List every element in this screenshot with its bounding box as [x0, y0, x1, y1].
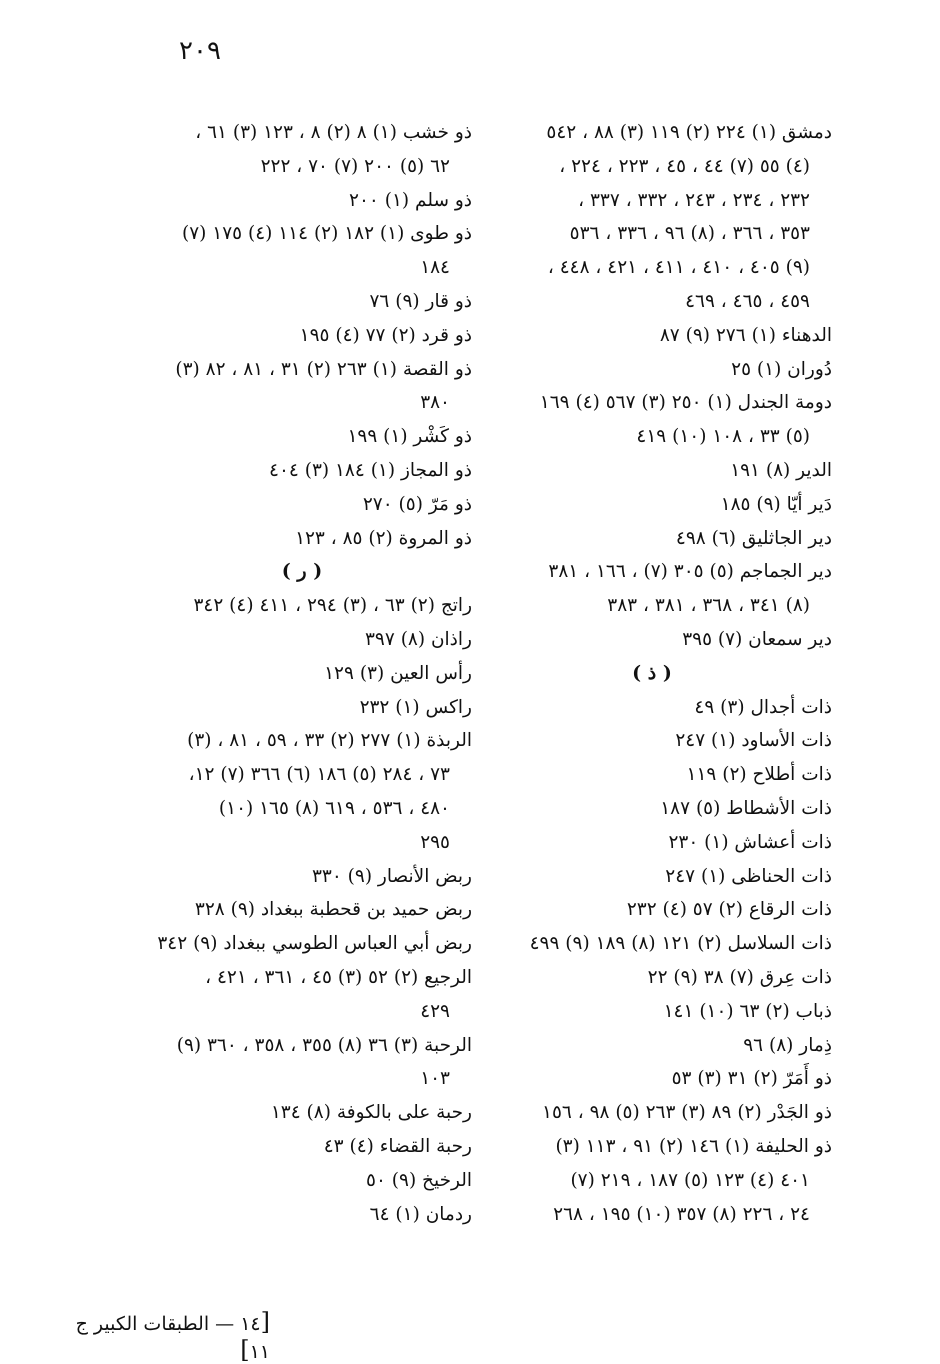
footer-bracket-open: [ [260, 1308, 270, 1336]
index-entry: دير الجماجم (٥) ٣٠٥ (٧) ، ١٦٦ ، ٣٨١ [548, 561, 832, 583]
index-entry: الرخيخ (٩) ٥٠ [366, 1169, 472, 1191]
index-entry: ذو أَمَرّ (٢) ٣١ (٣) ٥٣ [671, 1068, 832, 1090]
index-entry: ذو المجاز (١) ١٨٤ (٣) ٤٠٤ [269, 459, 472, 481]
index-entry: ذو الحليفة (١) ١٤٦ (٢) ٩١ ، ١١٣ (٣) [555, 1135, 832, 1157]
index-entry: رحبة القضاء (٤) ٤٣ [323, 1135, 472, 1157]
index-entry-continuation: ٤٢٩ [420, 1000, 450, 1022]
index-entry: ربض أبي العباس الطوسي ببغداد (٩) ٣٤٢ [157, 933, 472, 955]
index-entry: ذو القصة (١) ٢٦٣ (٢) ٣١ ، ٨١ ، ٨٢ (٣) [175, 358, 472, 380]
index-entry: الرحبة (٣) ٣٦ (٨) ٣٥٥ ، ٣٥٨ ، ٣٦٠ (٩) [176, 1034, 472, 1056]
index-entry-continuation: ٦٢ (٥) ٢٠٠ (٧) ٧٠ ، ٢٢٢ [260, 155, 450, 177]
index-entry-continuation: ٢٤ ، ٢٢٦ (٨) ٣٥٧ (١٠) ١٩٥ ، ٢٦٨ [553, 1203, 810, 1225]
index-entry: دُوران (١) ٢٥ [731, 358, 832, 380]
index-entry: ذو كَشْر (١) ١٩٩ [347, 426, 472, 448]
index-entry: دمشق (١) ٢٢٤ (٢) ١١٩ (٣) ٨٨ ، ٥٤٢ [546, 122, 832, 143]
index-entry: ردمان (١) ٦٤ [369, 1203, 472, 1225]
index-entry-continuation: ٢٣٢ ، ٢٣٤ ، ٢٤٣ ، ٣٣٢ ، ٣٣٧ ، [578, 189, 810, 211]
index-entry-continuation: (٨) ٣٤١ ، ٣٦٨ ، ٣٨١ ، ٣٨٣ [607, 595, 810, 617]
index-entry: الرجيع (٢) ٥٢ (٣) ٤٥ ، ٣٦١ ، ٤٢١ ، [205, 966, 472, 988]
index-entry-continuation: (٤) ٥٥ (٧) ٤٤ ، ٤٥ ، ٢٢٣ ، ٢٢٤ ، [559, 155, 810, 177]
index-column-left [132, 116, 472, 1231]
index-entry: ذات أطلاح (٢) ١١٩ [686, 764, 832, 786]
index-entry: ذو قرد (٢) ٧٧ (٤) ١٩٥ [299, 324, 472, 346]
index-entry: دَير أيّا (٩) ١٨٥ [720, 493, 832, 515]
index-entry: راتج (٢) ٦٣ ، (٣) ٢٩٤ ، ٤١١ (٤) ٣٤٢ [193, 595, 472, 617]
index-entry-continuation: ١٨٤ [420, 257, 450, 279]
footer-dash: — [209, 1313, 241, 1335]
index-entry: الدير (٨) ١٩١ [730, 459, 832, 481]
index-column-right [472, 116, 832, 1231]
index-entry: ذو الجَدْر (٢) ٨٩ (٣) ٢٦٣ (٥) ٩٨ ، ١٥٦ [542, 1102, 832, 1124]
index-entry: ذات السلاسل (٢) ١٢١ (٨) ١٨٩ (٩) ٤٩٩ [529, 933, 832, 955]
footer-signature [40, 1308, 270, 1364]
index-entry-continuation: ٢٩٥ [420, 831, 450, 853]
index-entry-continuation: ٣٥٣ ، ٣٦٦ ، (٨) ٩٦ ، ٣٣٦ ، ٥٣٦ [569, 223, 810, 245]
index-entry: ذات الأساود (١) ٢٤٧ [675, 730, 832, 752]
index-entry: ذات الأشطاط (٥) ١٨٧ [660, 797, 832, 819]
footer-signature-number: ١٤ [240, 1313, 261, 1335]
index-entry: ذِمار (٨) ٩٦ [743, 1034, 832, 1056]
index-entry: ذات الرقاع (٢) ٥٧ (٤) ٢٣٢ [626, 899, 832, 921]
index-entry: ذباب (٢) ٦٣ (١٠) ١٤١ [663, 1000, 832, 1022]
page-number: ٢٠٩ [179, 36, 221, 66]
index-entry-continuation: (٥) ٣٣ ، ١٠٨ (١٠) ٤١٩ [636, 426, 810, 448]
index-entry: رأس العين (٣) ١٢٩ [324, 662, 472, 684]
index-entry: ذات عِرق (٧) ٣٨ (٩) ٢٢ [647, 966, 832, 988]
index-entry: الدهناء (١) ٢٧٦ (٩) ٨٧ [659, 324, 832, 346]
index-entry: ربض حميد بن قحطبة ببغداد (٩) ٣٢٨ [194, 899, 472, 921]
index-entry-continuation: (٩) ٤٠٥ ، ٤١٠ ، ٤١١ ، ٤٢١ ، ٤٤٨ ، [547, 257, 810, 279]
index-entry: راذان (٨) ٣٩٧ [365, 628, 472, 650]
index-entry: دير الجاثليق (٦) ٤٩٨ [675, 527, 832, 549]
section-letter-heading: ( ذ ) [632, 661, 672, 684]
footer-book-title: الطبقات الكبير ج ١١ [75, 1313, 270, 1363]
index-entry: راكس (١) ٢٣٢ [359, 696, 472, 718]
footer-bracket-close: ] [240, 1336, 250, 1364]
index-entry: دير سمعان (٧) ٣٩٥ [682, 628, 832, 650]
section-letter-heading: ( ر ) [281, 560, 323, 583]
index-entry: ربض الأنصار (٩) ٣٣٠ [311, 865, 472, 887]
index-entry-continuation: ٣٨٠ [420, 392, 450, 414]
index-entry-continuation: ٤٥٩ ، ٤٦٥ ، ٤٦٩ [685, 290, 810, 312]
index-entry: دومة الجندل (١) ٢٥٠ (٣) ٥٦٧ (٤) ١٦٩ [539, 392, 832, 414]
index-entry: ذو قار (٩) ٧٦ [369, 290, 472, 312]
index-entry-continuation: ١٠٣ [420, 1068, 450, 1090]
index-entry: ذو مَرّ (٥) ٢٧٠ [362, 493, 472, 515]
index-entry: رحبة على بالكوفة (٨) ١٣٤ [270, 1102, 472, 1124]
index-entry-continuation: ٧٣ ، ٢٨٤ (٥) ١٨٦ (٦) ٣٦٦ (٧) ١٢، [188, 764, 450, 786]
index-entry: ذو خشب (١) ٨ (٢) ٨ ، ١٢٣ (٣) ٦١ ، [195, 122, 472, 143]
index-entry: ذو المروة (٢) ٨٥ ، ١٢٣ [295, 527, 472, 549]
index-entry-continuation: ٤٨٠ ، ٥٣٦ ، ٦١٩ (٨) ١٦٥ (١٠) [218, 797, 450, 819]
index-entry: ذو سلم (١) ٢٠٠ [349, 189, 472, 211]
index-entry: ذو طوى (١) ١٨٢ (٢) ١١٤ (٤) ١٧٥ (٧) [182, 223, 472, 245]
index-entry: ذات الحناظى (١) ٢٤٧ [665, 865, 832, 887]
index-entry: ذات أعشاش (١) ٢٣٠ [668, 831, 832, 853]
index-entry-continuation: ٤٠١ (٤) ١٢٣ (٥) ١٨٧ ، ٢١٩ (٧) [570, 1169, 810, 1191]
index-entry: ذات أجدال (٣) ٤٩ [694, 696, 832, 718]
index-entry: الربذة (١) ٢٧٧ (٢) ٣٣ ، ٥٩ ، ٨١ ، (٣) [187, 730, 472, 752]
